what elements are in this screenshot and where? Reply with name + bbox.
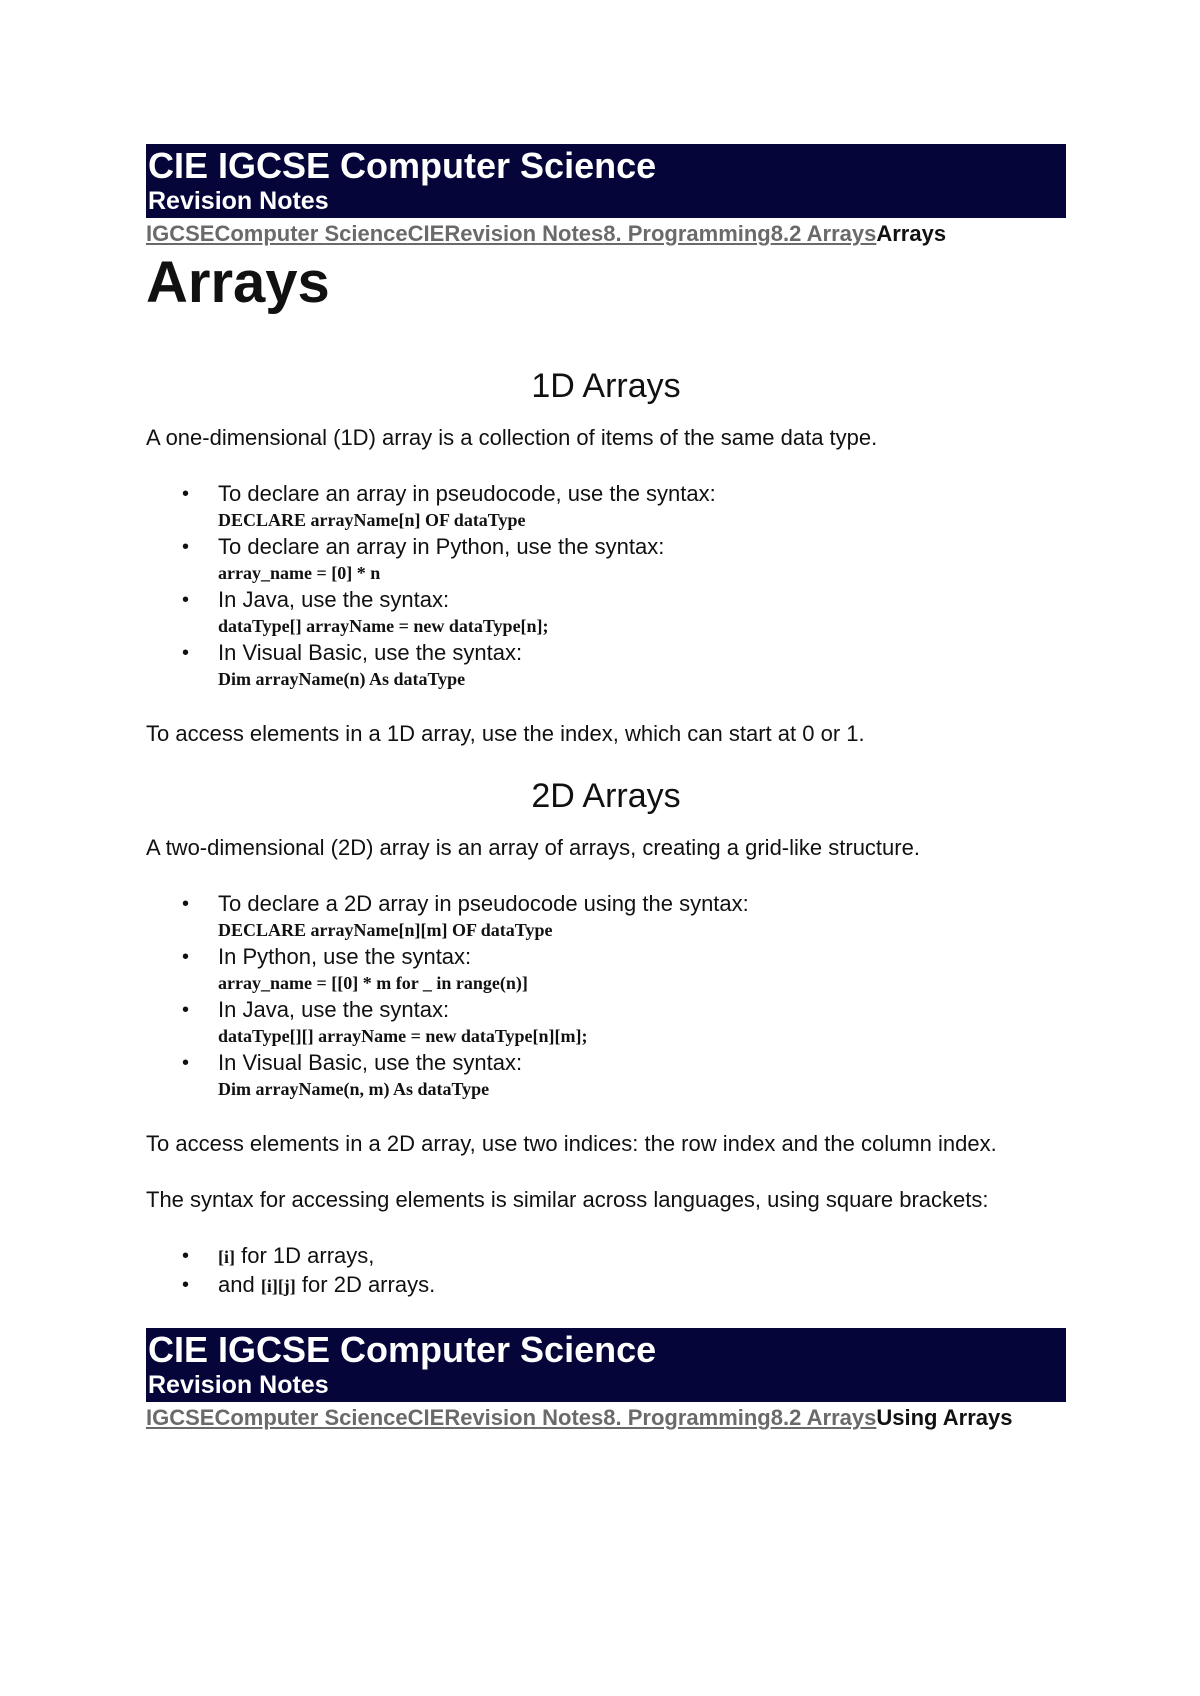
code-snippet: DECLARE arrayName[n] OF dataType [218, 510, 526, 530]
access-syntax-list [146, 1242, 1066, 1300]
breadcrumb-current: Using Arrays [876, 1405, 1013, 1430]
breadcrumb-link-revision-notes[interactable]: Revision Notes [444, 1405, 604, 1430]
section-heading-1d: 1D Arrays [531, 367, 681, 405]
breadcrumb-current: Arrays [876, 221, 947, 246]
list-item-text: • To declare a 2D array in pseudocode using the syntax: [218, 891, 749, 916]
list-item [218, 639, 1066, 692]
list-item-text: • In Java, use the syntax: [218, 587, 450, 612]
document-page [146, 144, 1066, 1432]
list-item [218, 996, 1066, 1049]
list-item [218, 1271, 1066, 1300]
breadcrumb-link-igcse[interactable]: IGCSE [146, 1405, 215, 1430]
page-title: Arrays [146, 250, 330, 315]
banner-title: CIE IGCSE Computer Science [148, 145, 657, 186]
list-item [218, 480, 1066, 533]
list-item [218, 1242, 1066, 1271]
footer-banner [146, 1328, 1066, 1402]
access-1d: To access elements in a 1D array, use the index, which can start at 0 or 1. [146, 721, 865, 746]
breadcrumb [146, 220, 1066, 248]
breadcrumb-link-revision-notes[interactable]: Revision Notes [444, 221, 604, 246]
code-snippet: dataType[][] arrayName = new dataType[n][m]; [218, 1026, 588, 1046]
list-item [218, 1049, 1066, 1102]
code-snippet: [i][j] [260, 1276, 296, 1296]
breadcrumb-link-arrays-topic[interactable]: 8.2 Arrays [770, 221, 877, 246]
code-snippet: Dim arrayName(n) As dataType [218, 669, 466, 689]
code-snippet: [i] [218, 1247, 235, 1267]
list-item [218, 533, 1066, 586]
intro-2d: A two-dimensional (2D) array is an array of arrays, creating a grid-like structure. [146, 835, 920, 860]
declaration-list-2d [146, 890, 1066, 1102]
syntax-note: The syntax for accessing elements is similar across languages, using square brackets: [146, 1187, 989, 1212]
footer-breadcrumb [146, 1404, 1026, 1432]
breadcrumb-link-computer-science[interactable]: Computer Science [214, 221, 408, 246]
code-snippet: array_name = [[0] * m for _ in range(n)] [218, 973, 528, 993]
list-item-text: • To declare an array in pseudocode, use the syntax: [218, 481, 716, 506]
declaration-list-1d [146, 480, 1066, 692]
code-snippet: array_name = [0] * n [218, 563, 381, 583]
breadcrumb-link-arrays-topic[interactable]: 8.2 Arrays [770, 1405, 877, 1430]
list-item-text: • In Visual Basic, use the syntax: [218, 1050, 523, 1075]
list-item [218, 943, 1066, 996]
access-2d: To access elements in a 2D array, use two indices: the row index and the column index. [146, 1131, 997, 1156]
banner-subtitle: Revision Notes [148, 187, 329, 215]
header-banner [146, 144, 1066, 218]
breadcrumb-link-cie[interactable]: CIE [407, 1405, 445, 1430]
banner-title: CIE IGCSE Computer Science [148, 1329, 657, 1370]
breadcrumb-link-programming[interactable]: 8. Programming [603, 1405, 771, 1430]
breadcrumb-link-cie[interactable]: CIE [407, 221, 445, 246]
code-snippet: Dim arrayName(n, m) As dataType [218, 1079, 490, 1099]
list-item-prefix: and [218, 1272, 261, 1297]
list-item [218, 890, 1066, 943]
banner-subtitle: Revision Notes [148, 1371, 329, 1399]
list-item-text: • In Java, use the syntax: [218, 997, 450, 1022]
breadcrumb-link-computer-science[interactable]: Computer Science [214, 1405, 408, 1430]
list-item [218, 586, 1066, 639]
breadcrumb-link-programming[interactable]: 8. Programming [603, 221, 771, 246]
code-snippet: dataType[] arrayName = new dataType[n]; [218, 616, 549, 636]
list-item-suffix: for 1D arrays, [235, 1243, 375, 1268]
list-item-text: • In Visual Basic, use the syntax: [218, 640, 523, 665]
list-item-suffix: for 2D arrays. [295, 1272, 436, 1297]
list-item-text: • To declare an array in Python, use the syntax: [218, 534, 665, 559]
breadcrumb-link-igcse[interactable]: IGCSE [146, 221, 215, 246]
section-heading-2d: 2D Arrays [531, 777, 681, 815]
list-item-text: • In Python, use the syntax: [218, 944, 472, 969]
intro-1d: A one-dimensional (1D) array is a collection of items of the same data type. [146, 425, 878, 450]
code-snippet: DECLARE arrayName[n][m] OF dataType [218, 920, 553, 940]
